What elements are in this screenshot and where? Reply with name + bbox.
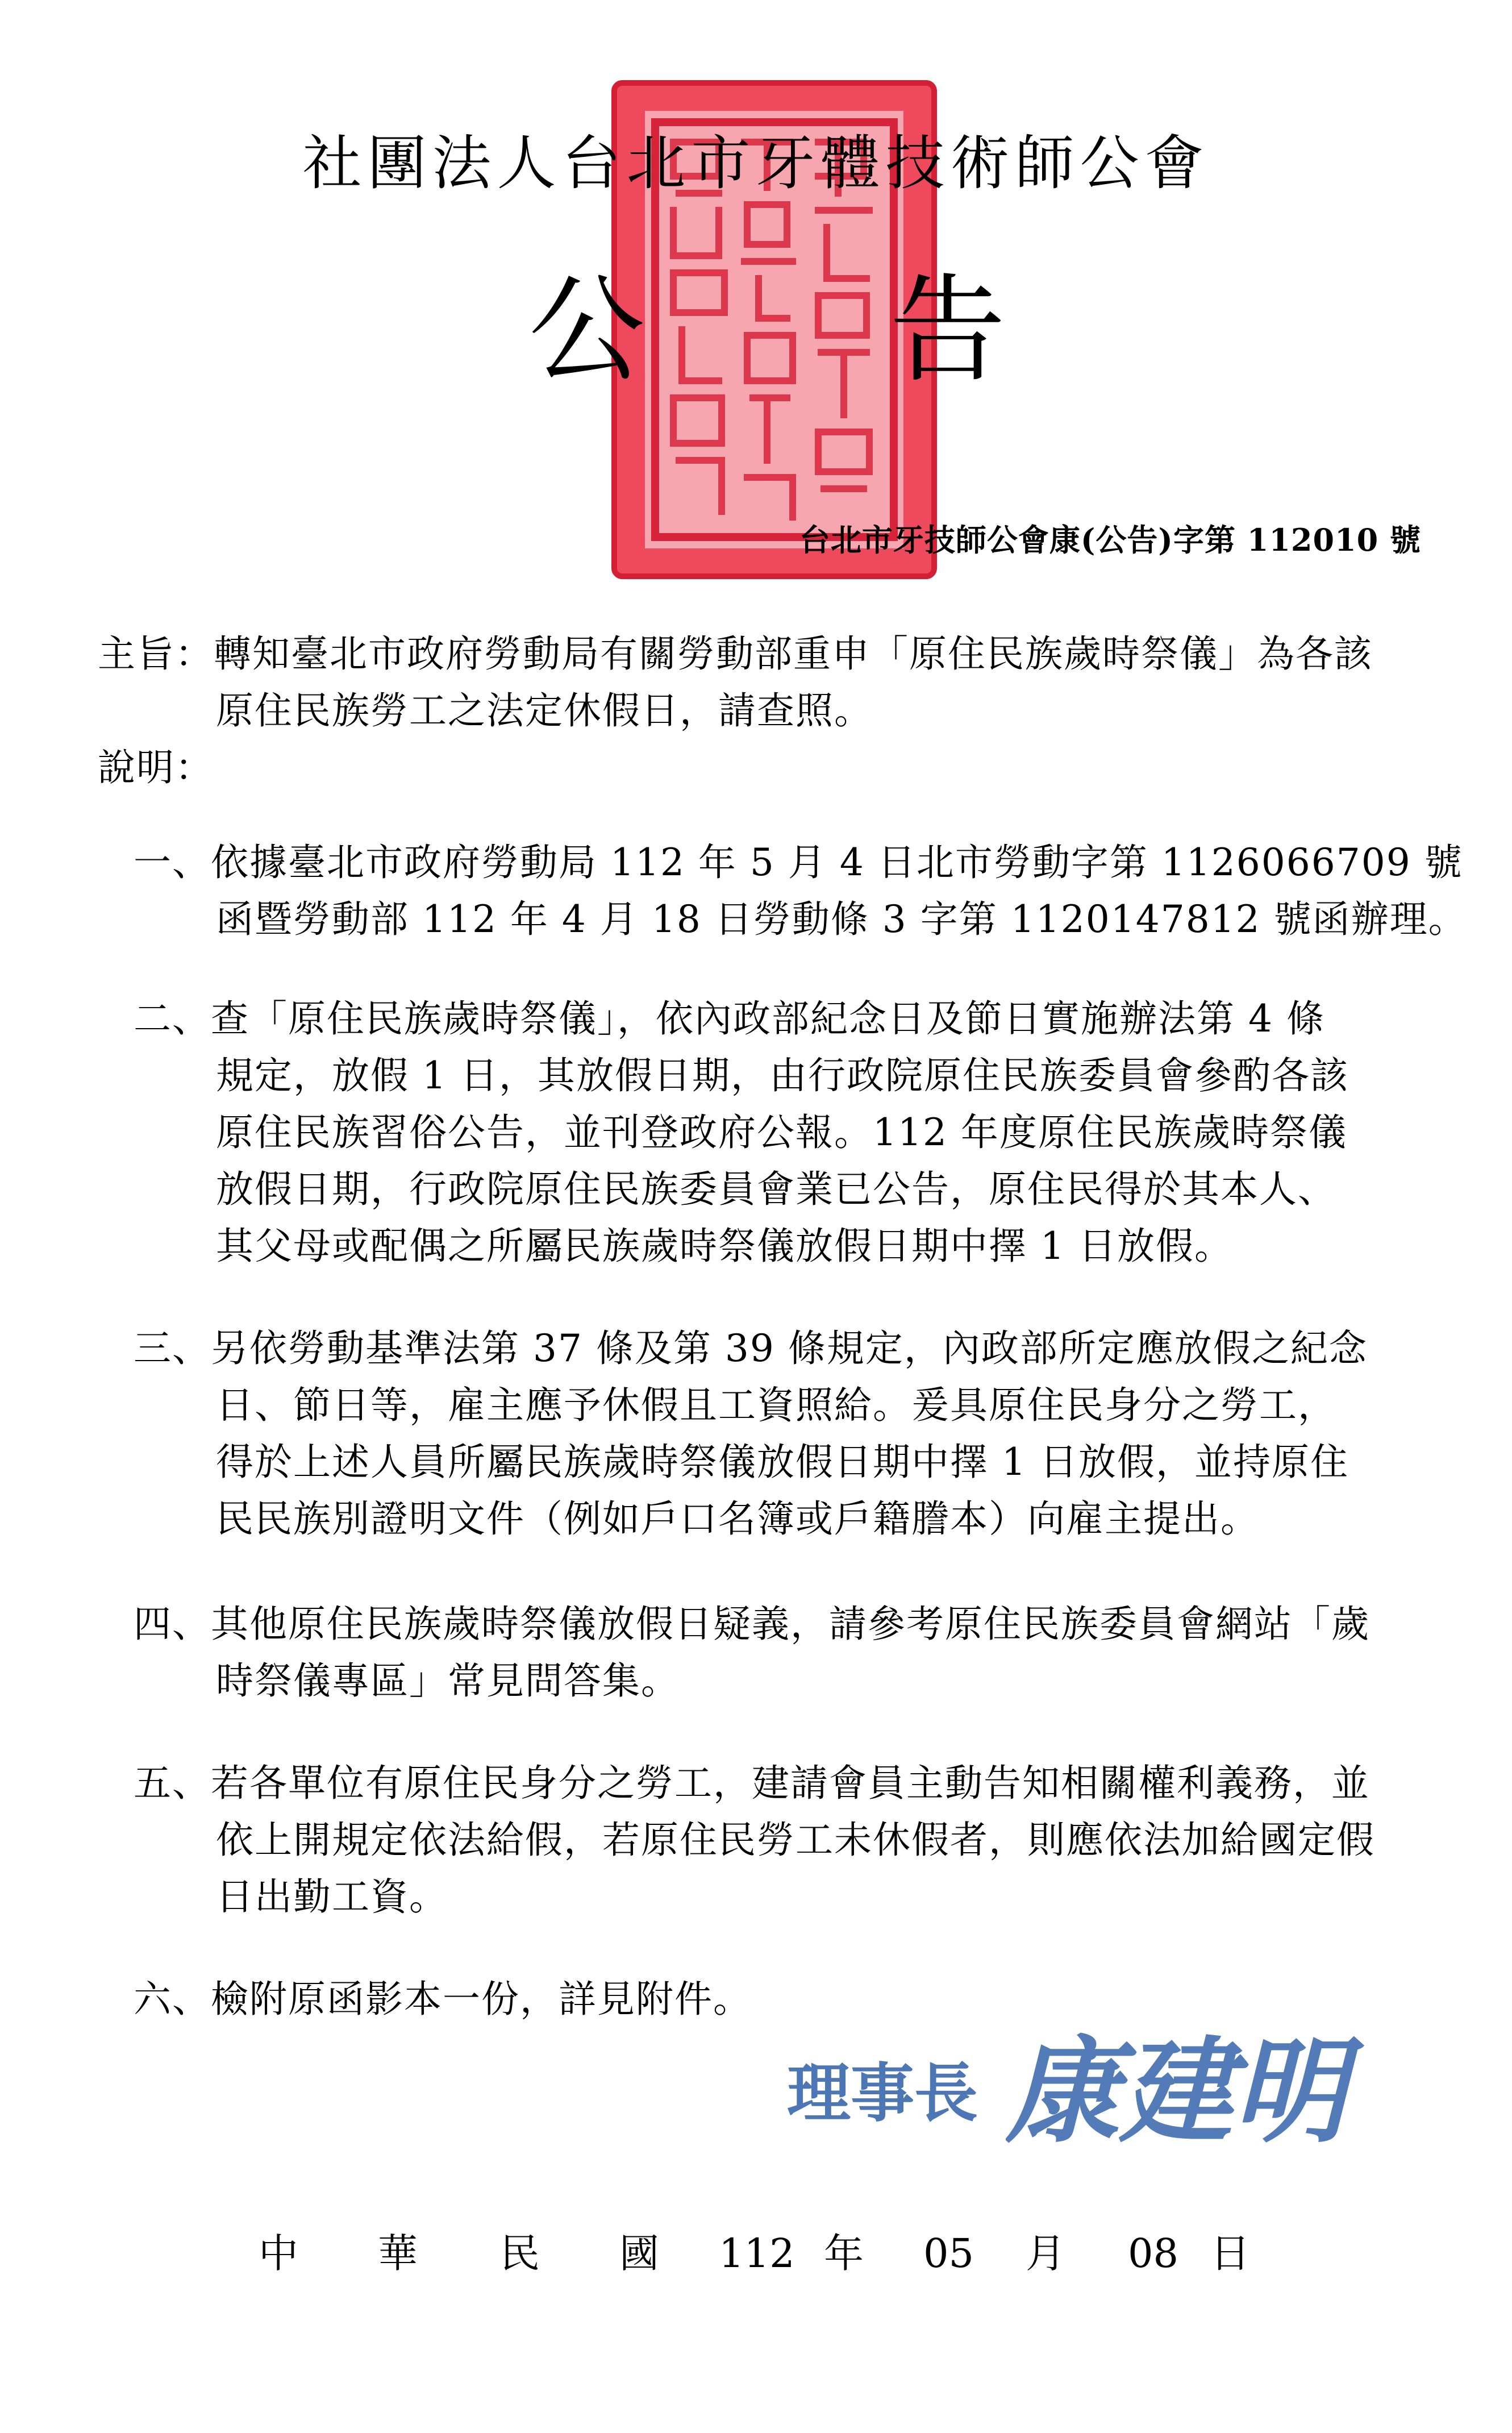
date-day-unit: 日	[1210, 2230, 1250, 2277]
svg-text:理事長: 理事長	[787, 2056, 978, 2131]
item-3-line-1: 三、另依勞動基準法第 37 條及第 39 條規定，內政部所定應放假之紀念	[134, 1326, 1368, 1370]
item-5-line-1: 五、若各單位有原住民身分之勞工，建請會員主動告知相關權利義務，並	[134, 1761, 1370, 1805]
subject-line-2: 原住民族勞工之法定休假日，請查照。	[216, 689, 873, 733]
item-2-line-2: 規定，放假 1 日，其放假日期，由行政院原住民族委員會參酌各該	[216, 1054, 1349, 1097]
date-guo: 國	[619, 2230, 659, 2277]
item-6-line-1: 六、檢附原函影本一份，詳見附件。	[134, 1977, 752, 2021]
date-year: 112	[719, 2230, 795, 2277]
item-3-line-2: 日、節日等，雇主應予休假且工資照給。爰具原住民身分之勞工，	[216, 1383, 1336, 1427]
item-3-line-3: 得於上述人員所屬民族歲時祭儀放假日期中擇 1 日放假，並持原住	[216, 1440, 1349, 1484]
item-5-line-3: 日出勤工資。	[216, 1875, 448, 1919]
item-2-line-4: 放假日期，行政院原住民族委員會業已公告，原住民得於其本人、	[216, 1167, 1336, 1211]
document-number: 台北市牙技師公會康(公告)字第 112010 號	[799, 522, 1421, 558]
date-hua: 華	[378, 2230, 418, 2277]
date-year-unit: 年	[824, 2230, 864, 2277]
date-month-unit: 月	[1026, 2230, 1065, 2277]
chairperson-title-stamp	[787, 2046, 997, 2137]
item-3-line-4: 民民族別證明文件（例如戶口名簿或戶籍謄本）向雇主提出。	[216, 1497, 1259, 1541]
date-min: 民	[500, 2230, 540, 2277]
item-2-line-3: 原住民族習俗公告，並刊登政府公報。112 年度原住民族歲時祭儀	[216, 1111, 1347, 1154]
item-4-line-1: 四、其他原住民族歲時祭儀放假日疑義，請參考原住民族委員會網站「歲	[134, 1602, 1370, 1646]
organization-title: 社團法人台北市牙體技術師公會	[302, 128, 1210, 198]
item-1-line-1: 一、依據臺北市政府勞動局 112 年 5 月 4 日北市勞動字第 1126066709 號	[134, 841, 1463, 884]
svg-text:康建明: 康建明	[1006, 2025, 1347, 2158]
chairperson-signature	[1006, 2023, 1398, 2160]
item-5-line-2: 依上開規定依法給假，若原住民勞工未休假者，則應依法加給國定假	[216, 1818, 1375, 1862]
item-2-line-5: 其父母或配偶之所屬民族歲時祭儀放假日期中擇 1 日放假。	[216, 1224, 1233, 1268]
date-month: 05	[923, 2230, 974, 2277]
date-day: 08	[1128, 2230, 1179, 2277]
date-zhong: 中	[259, 2230, 298, 2277]
item-2-line-1: 二、查「原住民族歲時祭儀」，依內政部紀念日及節日實施辦法第 4 條	[134, 997, 1325, 1041]
notice-heading-gong: 公	[528, 263, 645, 398]
subject-line-1: 主旨：轉知臺北市政府勞動局有關勞動部重申「原住民族歲時祭儀」為各該	[98, 632, 1373, 676]
item-4-line-2: 時祭儀專區」常見問答集。	[216, 1659, 680, 1703]
explanation-label: 說明：	[98, 746, 214, 789]
notice-heading-gao: 告	[889, 263, 1006, 398]
item-1-line-2: 函暨勞動部 112 年 4 月 18 日勞動條 3 字第 1120147812 號函辦理。	[216, 897, 1467, 941]
